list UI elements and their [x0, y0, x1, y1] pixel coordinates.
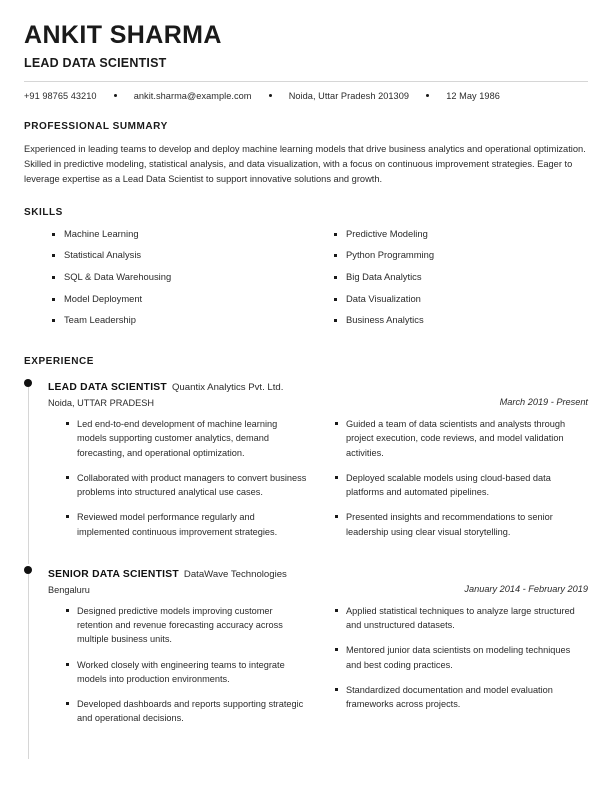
experience-title-row — [48, 564, 588, 582]
skill-label: Machine Learning — [64, 227, 139, 239]
experience-bullets-right — [329, 604, 588, 737]
contact-phone: +91 98765 43210 — [24, 90, 97, 101]
square-bullet-icon — [335, 515, 338, 518]
square-bullet-icon — [52, 319, 55, 322]
experience-title-block — [48, 377, 588, 395]
experience-location: Bengaluru — [48, 584, 90, 595]
timeline-line — [28, 387, 29, 564]
candidate-name: ANKIT SHARMA — [24, 21, 222, 49]
skill-item — [334, 293, 588, 306]
square-bullet-icon — [66, 663, 69, 666]
square-bullet-icon — [334, 254, 337, 257]
square-bullet-icon — [52, 254, 55, 257]
section-heading-skills: SKILLS — [24, 206, 63, 218]
square-bullet-icon — [335, 648, 338, 651]
square-bullet-icon — [66, 702, 69, 705]
experience-bullet — [66, 417, 307, 460]
experience-job-title: SENIOR DATA SCIENTIST — [48, 568, 179, 580]
experience-bullet-text: Designed predictive models improving customer retention and revenue forecasting accuracy across multiple business units. — [77, 605, 283, 645]
contact-info-bar — [24, 91, 588, 101]
experience-bullet-text: Developed dashboards and reports supporting strategic and operational decisions. — [77, 699, 304, 724]
summary-paragraph: Experienced in leading teams to develop and deploy machine learning models that drive business analytics and operational optimization. Skilled in predictive modeling, statistical analysis, and data visualization, with a focus on continuous improvement strategies. Eager to leverage expertise as a Lead Data Scientist to support innovative solutions and growth. — [24, 143, 586, 184]
experience-location: Noida, UTTAR PRADESH — [48, 398, 155, 409]
experience-bullet — [66, 510, 307, 539]
experience-list — [24, 377, 588, 737]
section-experience — [24, 356, 588, 737]
experience-company: DataWave Technologies — [183, 568, 287, 580]
experience-bullet-text: Worked closely with engineering teams to integrate models into production environments. — [77, 659, 285, 684]
timeline-line — [28, 574, 29, 759]
experience-bullet — [335, 510, 588, 539]
skills-grid — [24, 228, 588, 336]
square-bullet-icon — [335, 476, 338, 479]
experience-bullet — [335, 683, 588, 712]
experience-bullet-text: Led end-to-end development of machine learning models supporting customer analytics, demand forecasting, and operational optimization. — [77, 419, 278, 458]
header-divider — [24, 81, 588, 82]
experience-bullet — [335, 604, 588, 633]
skill-label: Python Programming — [346, 249, 435, 261]
experience-bullet-text: Applied statistical techniques to analyze large structured and unstructured datasets. — [346, 605, 575, 631]
skill-label: Business Analytics — [346, 314, 424, 326]
square-bullet-icon — [66, 476, 69, 479]
square-bullet-icon — [335, 422, 338, 425]
square-bullet-icon — [66, 515, 69, 518]
skills-column-left — [24, 228, 306, 336]
contact-email: ankit.sharma@example.com — [133, 90, 252, 101]
square-bullet-icon — [335, 688, 338, 691]
skill-label: Model Deployment — [64, 292, 143, 304]
experience-bullet — [335, 471, 588, 500]
skills-column-right — [306, 228, 588, 336]
experience-bullet — [335, 417, 588, 460]
contact-date-of-birth: 12 May 1986 — [446, 90, 500, 101]
experience-entry — [24, 564, 588, 737]
square-bullet-icon — [52, 276, 55, 279]
candidate-job-title: LEAD DATA SCIENTIST — [24, 55, 167, 70]
experience-bullet-text: Mentored junior data scientists on modeling techniques and best coding practices. — [346, 645, 571, 670]
contact-address: Noida, Uttar Pradesh 201309 — [288, 90, 410, 101]
experience-meta-row — [48, 582, 588, 595]
experience-bullet-text: Presented insights and recommendations to senior leadership using clear visual storytelling. — [346, 512, 553, 537]
experience-dates: March 2019 - Present — [499, 397, 588, 408]
skill-item — [334, 314, 588, 327]
square-bullet-icon — [334, 276, 337, 279]
square-bullet-icon — [334, 298, 337, 301]
skill-item — [52, 314, 306, 327]
experience-bullet-text: Standardized documentation and model evaluation frameworks across projects. — [346, 684, 553, 710]
timeline-dot-icon — [24, 379, 32, 387]
skill-label: Team Leadership — [64, 314, 136, 326]
square-bullet-icon — [66, 422, 69, 425]
skill-item — [52, 271, 306, 284]
experience-bullet-text: Collaborated with product managers to convert business problems into structured analytical use cases. — [77, 472, 307, 498]
skill-item — [334, 228, 588, 241]
experience-bullets-grid — [48, 604, 588, 737]
contact-separator-dot-icon — [269, 94, 272, 97]
experience-meta-row — [48, 395, 588, 408]
experience-bullets-left — [48, 604, 307, 737]
skill-item — [334, 271, 588, 284]
experience-bullet-text: Reviewed model performance regularly and implemented continuous improvement strategies. — [77, 512, 278, 537]
experience-entry — [24, 377, 588, 550]
experience-bullets-grid — [48, 417, 588, 550]
experience-bullet — [335, 643, 588, 672]
section-professional-summary — [24, 121, 588, 187]
skill-label: SQL & Data Warehousing — [64, 271, 172, 283]
square-bullet-icon — [66, 609, 69, 612]
experience-bullet — [66, 658, 307, 687]
resume-header — [24, 22, 588, 101]
square-bullet-icon — [52, 298, 55, 301]
skill-item — [52, 249, 306, 262]
square-bullet-icon — [52, 233, 55, 236]
experience-title-row — [48, 377, 588, 395]
skill-label: Statistical Analysis — [64, 249, 142, 261]
experience-bullets-left — [48, 417, 307, 550]
experience-bullets-right — [329, 417, 588, 550]
experience-company: Quantix Analytics Pvt. Ltd. — [171, 382, 284, 394]
skill-item — [52, 228, 306, 241]
experience-bullet — [66, 604, 307, 647]
experience-bullet-text: Guided a team of data scientists and analysts through project execution, code reviews, and model validation activities. — [346, 419, 566, 458]
experience-bullet — [66, 697, 307, 726]
skill-label: Big Data Analytics — [346, 271, 422, 283]
skill-label: Predictive Modeling — [346, 227, 428, 239]
experience-bullet-text: Deployed scalable models using cloud-based data platforms and automated pipelines. — [346, 472, 551, 498]
experience-job-title: LEAD DATA SCIENTIST — [48, 382, 167, 394]
experience-dates: January 2014 - February 2019 — [464, 583, 588, 594]
contact-separator-dot-icon — [114, 94, 117, 97]
square-bullet-icon — [334, 319, 337, 322]
section-skills — [24, 207, 588, 336]
square-bullet-icon — [335, 609, 338, 612]
experience-bullet — [66, 471, 307, 500]
skill-item — [334, 249, 588, 262]
section-heading-experience: EXPERIENCE — [24, 356, 94, 368]
experience-title-block — [48, 564, 588, 582]
skill-label: Data Visualization — [346, 292, 421, 304]
contact-separator-dot-icon — [426, 94, 429, 97]
section-heading-summary: PROFESSIONAL SUMMARY — [24, 120, 168, 132]
skill-item — [52, 293, 306, 306]
square-bullet-icon — [334, 233, 337, 236]
timeline-dot-icon — [24, 566, 32, 574]
